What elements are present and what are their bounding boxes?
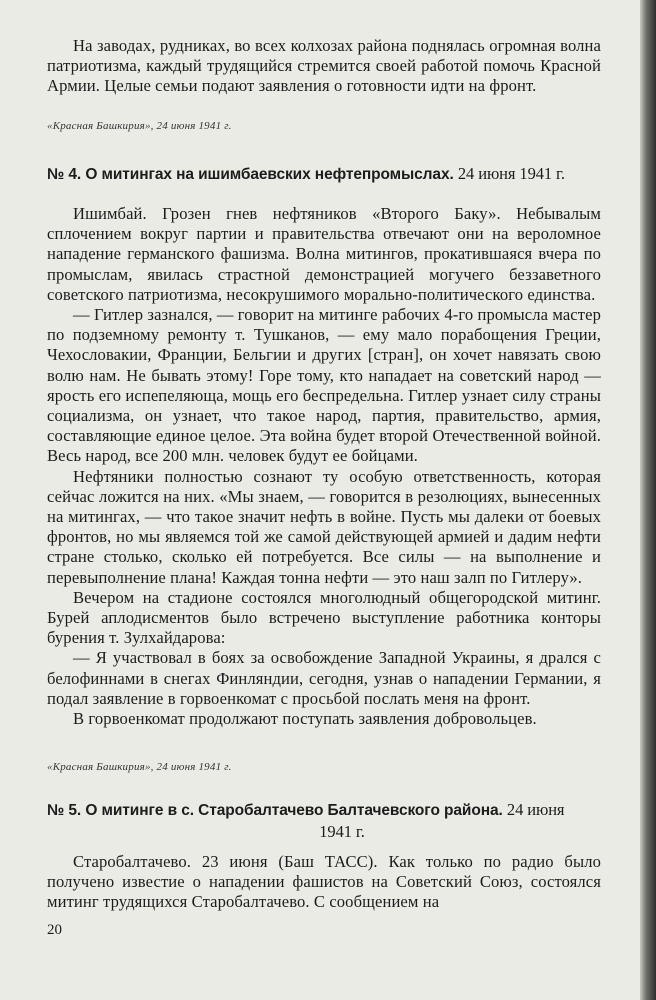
doc4-paragraph-1: Ишимбай. Грозен гнев нефтяников «Второго Баку». Небывалым сплочением вокруг партии и правительства отвечают они на вероломное нападение германского фашизма. Волна митингов, прокатившаяся вчера по промыслам, явилась страстной демонстрацией могучего беззаветного советского патриотизма, несокрушимого морально-политического единства.	[47, 204, 601, 304]
intro-paragraph: На заводах, рудниках, во всех колхозах района поднялась огромная волна патриотизма, каждый трудящийся стремится своей работой помочь Красной Армии. Целые семьи подают заявления о готовности идти на фронт.	[47, 36, 601, 96]
page-number: 20	[47, 922, 62, 938]
doc4-paragraph-6: В горвоенкомат продолжают поступать заявления добровольцев.	[73, 709, 537, 729]
doc5-date-part2: 1941 г.	[319, 822, 365, 841]
doc5-date-part1: 24 июня	[506, 800, 565, 819]
page-edge-shadow	[640, 0, 656, 1000]
doc5-body	[47, 852, 601, 913]
doc4-number: № 4.	[47, 166, 82, 183]
doc5-paragraph: Старобалтачево. 23 июня (Баш ТАСС). Как только по радио было получено известие о нападении фашистов на Советский Союз, состоялся митинг трудящихся Старобалтачево. С сообщением на	[47, 852, 601, 912]
doc4-paragraph-5: — Я участвовал в боях за освобождение Западной Украины, я дрался с белофиннами в снегах Финляндии, сегодня, узнав о нападении Германии, я подал заявление в горвоенкомат с просьбой послать меня на фронт.	[47, 648, 601, 708]
intro-text-block	[47, 36, 601, 97]
doc4-paragraph-2: — Гитлер зазнался, — говорит на митинге рабочих 4-го промысла мастер по подземному ремонту т. Тушканов, — ему мало порабощения Греции, Чехословакии, Франции, Бельгии и других [стран], он хочет навязать свою волю нам. Не бывать этому! Горе тому, кто нападает на советский народ — ярость его испепеляюща, мощь его беспредельна. Гитлер узнает силу страны социализма, он узнает, что такое народ, партия, правительство, армия, составляющие единое целое. Эта война будет второй Отечественной войной. Весь народ, все 200 млн. человек будут ее бойцами.	[47, 305, 601, 466]
doc4-heading	[47, 163, 607, 185]
doc5-heading	[47, 799, 607, 842]
doc4-paragraph-3: Нефтяники полностью сознают ту особую ответственность, которая сейчас ложится на них. «Мы знаем, — говорится в резолюциях, вынесенных на митингах, — что такое значит нефть в войне. Пусть мы далеки от боевых фронтов, но мы являемся той же самой действующей армией и дадим нефти стране столько, сколько ей потребуется. Все силы — на выполнение и перевыполнение плана! Каждая тонна нефти — это наш залп по Гитлеру».	[47, 466, 601, 587]
doc4-paragraph-4: Вечером на стадионе состоялся многолюдный общегородской митинг. Бурей аплодисментов было встречено выступление работника конторы бурения т. Зулхайдарова:	[47, 587, 601, 648]
doc5-number: № 5.	[47, 802, 82, 819]
doc4-date: 24 июня 1941 г.	[457, 164, 565, 183]
doc5-title: О митинге в с. Старобалтачево Балтачевского района.	[85, 802, 503, 819]
doc4-title: О митингах на ишимбаевских нефтепромыслах.	[85, 166, 454, 183]
doc4-body	[47, 204, 601, 729]
intro-source: «Красная Башкирия», 24 июня 1941 г.	[47, 120, 232, 132]
doc4-source: «Красная Башкирия», 24 июня 1941 г.	[47, 761, 232, 773]
